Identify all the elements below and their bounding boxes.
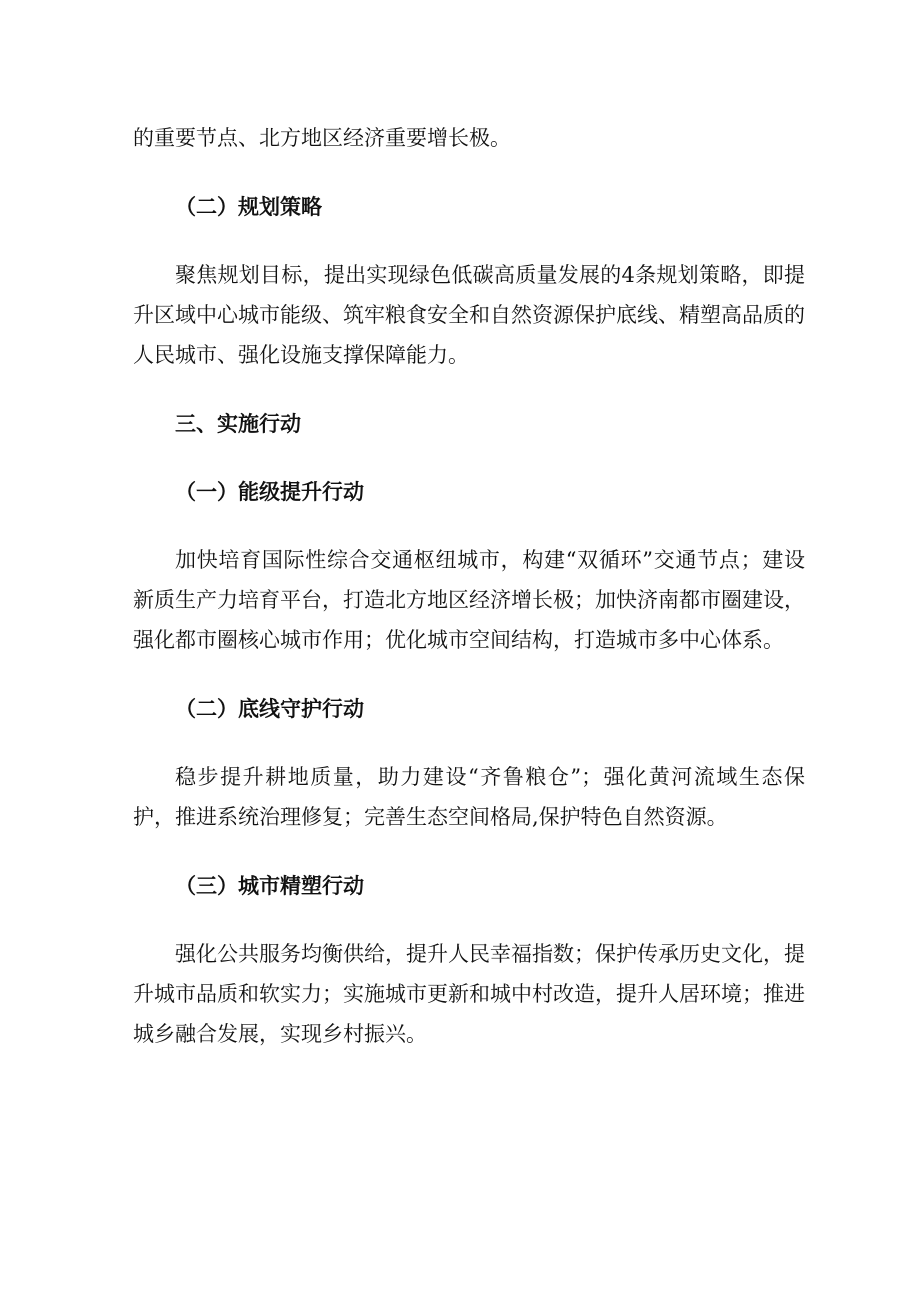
heading-city-refinement-action: （三）城市精塑行动 (175, 873, 364, 898)
paragraph-energy-level-action: 加快培育国际性综合交通枢纽城市，构建“双循环”交通节点；建设新质生产力培育平台，打造北方地区经济增长极；加快济南都市圈建设，强化都市圈核心城市作用；优化城市空间结构，打造城市多中心体系。 (133, 548, 805, 652)
paragraph-continuation: 的重要节点、北方地区经济重要增长极。 (133, 126, 511, 150)
heading-bottom-line-action: （二）底线守护行动 (175, 696, 364, 721)
heading-implementation-actions: 三、实施行动 (175, 411, 301, 436)
paragraph-city-refinement-action: 强化公共服务均衡供给，提升人民幸福指数；保护传承历史文化，提升城市品质和软实力；实施城市更新和城中村改造，提升人居环境；推进城乡融合发展，实现乡村振兴。 (133, 942, 805, 1046)
document-body (133, 118, 805, 1054)
paragraph-planning-strategy: 聚焦规划目标，提出实现绿色低碳高质量发展的4条规划策略，即提升区域中心城市能级、筑牢粮食安全和自然资源保护底线、精塑高品质的人民城市、强化设施支撑保障能力。 (133, 263, 805, 367)
heading-energy-level-action: （一）能级提升行动 (175, 479, 364, 504)
heading-planning-strategy: （二）规划策略 (175, 194, 322, 219)
paragraph-bottom-line-action: 稳步提升耕地质量，助力建设“齐鲁粮仓”；强化黄河流域生态保护，推进系统治理修复；完善生态空间格局,保护特色自然资源。 (133, 765, 805, 829)
